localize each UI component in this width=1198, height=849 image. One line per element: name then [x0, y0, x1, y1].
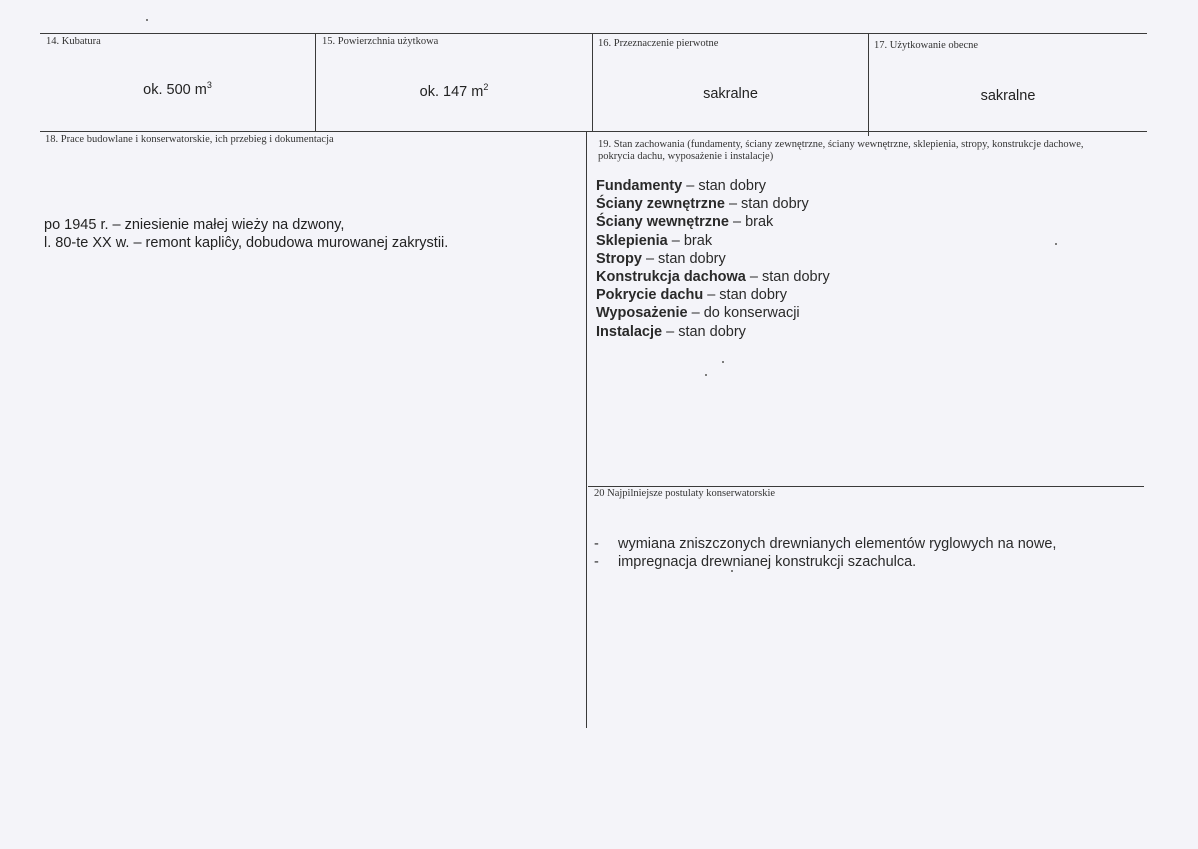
- field-18-line: l. 80-te XX w. – remont kapliĉy, dobudowa murowanej zakrystii.: [44, 235, 449, 251]
- condition-row: [596, 268, 830, 286]
- postulate-item: [594, 535, 1056, 553]
- condition-name: Fundamenty: [596, 178, 683, 194]
- scan-speck: [705, 374, 707, 376]
- divider-15-16: [592, 33, 593, 132]
- field-16-value: sakralne: [703, 86, 758, 102]
- scan-speck: [722, 361, 724, 363]
- field-17-value: sakralne: [980, 88, 1036, 104]
- field-14-label: 14. Kubatura: [46, 36, 101, 47]
- postulate-item: [594, 553, 1056, 571]
- field-16-label: 16. Przeznaczenie pierwotne: [598, 38, 719, 49]
- condition-row: [596, 177, 830, 195]
- condition-name: Sklepienia: [596, 232, 668, 249]
- row-divider: [40, 131, 1147, 132]
- scan-speck: [1055, 243, 1057, 245]
- section-20-divider: [588, 486, 1144, 487]
- condition-name: Konstrukcja dachowa: [596, 268, 746, 285]
- field-20-content: [594, 535, 1056, 571]
- field-14-value: [40, 80, 315, 98]
- field-15-label: 15. Powierzchnia użytkowa: [322, 36, 439, 47]
- condition-state: – brak: [728, 214, 774, 231]
- condition-row: [596, 286, 830, 304]
- field-18-label: 18. Prace budowlane i konserwatorskie, ich przebieg i dokumentacja: [45, 134, 334, 145]
- condition-name: Stropy: [596, 250, 642, 267]
- condition-row: [596, 195, 830, 213]
- condition-name: Ściany zewnętrzne: [596, 196, 725, 213]
- condition-state: – stan dobry: [682, 178, 767, 194]
- condition-state: – brak: [667, 232, 713, 249]
- condition-state: – stan dobry: [703, 287, 788, 304]
- scan-speck: [146, 19, 148, 21]
- condition-name: Pokrycie dachu: [596, 287, 704, 304]
- field-19-content: [596, 177, 830, 341]
- condition-state: – stan dobry: [641, 250, 726, 267]
- condition-state: – stan dobry: [745, 268, 830, 285]
- postulate-text: wymiana zniszczonych drewnianych elementów ryglowych na nowe,: [618, 536, 1057, 552]
- condition-state: – stan dobry: [724, 196, 809, 213]
- condition-name: Instalacje: [596, 323, 663, 340]
- top-border: [40, 33, 1147, 34]
- field-15-value: [316, 82, 592, 100]
- condition-row: [596, 232, 830, 250]
- field-18-content: [44, 216, 448, 252]
- divider-16-17: [868, 33, 869, 136]
- postulate-text: impregnacja drewnianej konstrukcji szachulca.: [618, 554, 917, 570]
- condition-name: Wyposażenie: [596, 305, 688, 322]
- field-14-unit-exponent: 3: [206, 80, 212, 90]
- divider-18-19: [586, 131, 587, 728]
- condition-name: Ściany wewnętrzne: [596, 214, 729, 231]
- postulate-bullet: -: [594, 536, 599, 552]
- field-15-unit-exponent: 2: [483, 82, 489, 92]
- condition-state: – do konserwacji: [687, 305, 800, 322]
- postulate-bullet: -: [594, 554, 599, 570]
- field-17-label: 17. Użytkowanie obecne: [874, 40, 979, 51]
- field-20-label: 20 Najpilniejsze postulaty konserwatorskie: [594, 488, 776, 499]
- condition-row: [596, 213, 830, 231]
- condition-row: [596, 323, 830, 341]
- field-19-label: 19. Stan zachowania (fundamenty, ściany zewnętrzne, ściany wewnętrzne, sklepienia, stropy, konstrukcje dachowe, pokrycia dachu, wyposażenie i instalacje): [598, 139, 1084, 162]
- field-18-line: po 1945 r. – zniesienie małej wieży na dzwony,: [44, 217, 345, 233]
- scan-speck: [731, 570, 733, 572]
- field-15-value-text: ok. 147 m: [419, 84, 484, 100]
- condition-row: [596, 250, 830, 268]
- field-14-value-text: ok. 500 m: [143, 82, 207, 98]
- condition-state: – stan dobry: [662, 323, 746, 340]
- condition-row: [596, 304, 830, 322]
